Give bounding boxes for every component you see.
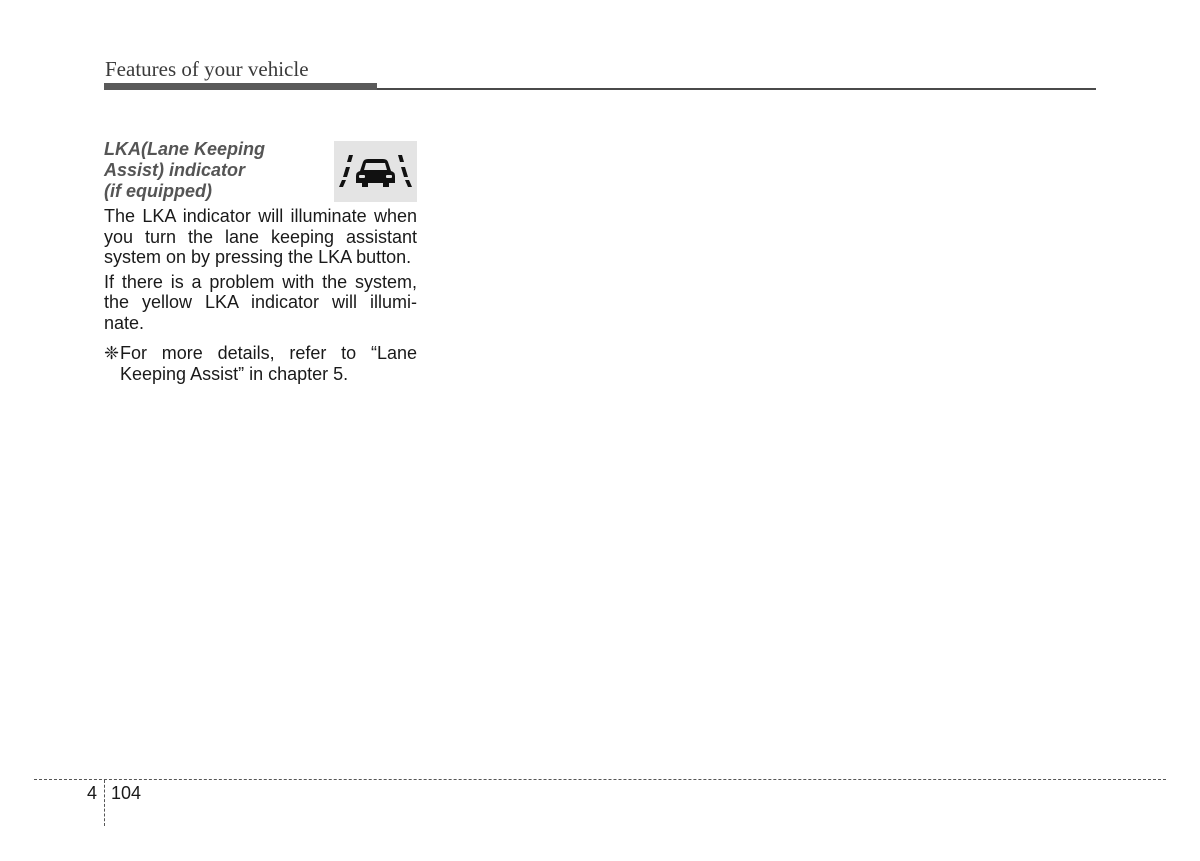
section-heading-line-1: LKA(Lane Keeping: [104, 139, 266, 159]
section-heading: [104, 139, 319, 202]
page-header-title: Features of your vehicle: [105, 57, 309, 81]
lka-indicator-section: [104, 139, 417, 384]
body-paragraph-2: If there is a problem with the system, the yellow LKA indicator will illumi-nate.: [104, 271, 417, 333]
lane-keeping-assist-icon: [334, 141, 417, 202]
section-heading-line-2: Assist) indicator: [104, 160, 246, 180]
reference-note: [104, 343, 417, 384]
header-rule-thin: [377, 88, 1096, 90]
section-heading-line-3: (if equipped): [104, 181, 212, 201]
note-text: For more details, refer to “Lane Keeping Assist” in chapter 5.: [120, 343, 417, 384]
body-paragraph-1: The LKA indicator will illuminate when you turn the lane keeping assistant system on by pressing the LKA button.: [104, 206, 417, 267]
note-mark: ❈: [104, 343, 120, 363]
chapter-number: 4: [87, 783, 98, 803]
footer-divider: [104, 780, 105, 826]
section-heading-row: [104, 139, 417, 203]
page-number: 104: [111, 783, 142, 803]
header-rule-thick: [104, 83, 377, 90]
footer-rule: [34, 779, 1166, 780]
